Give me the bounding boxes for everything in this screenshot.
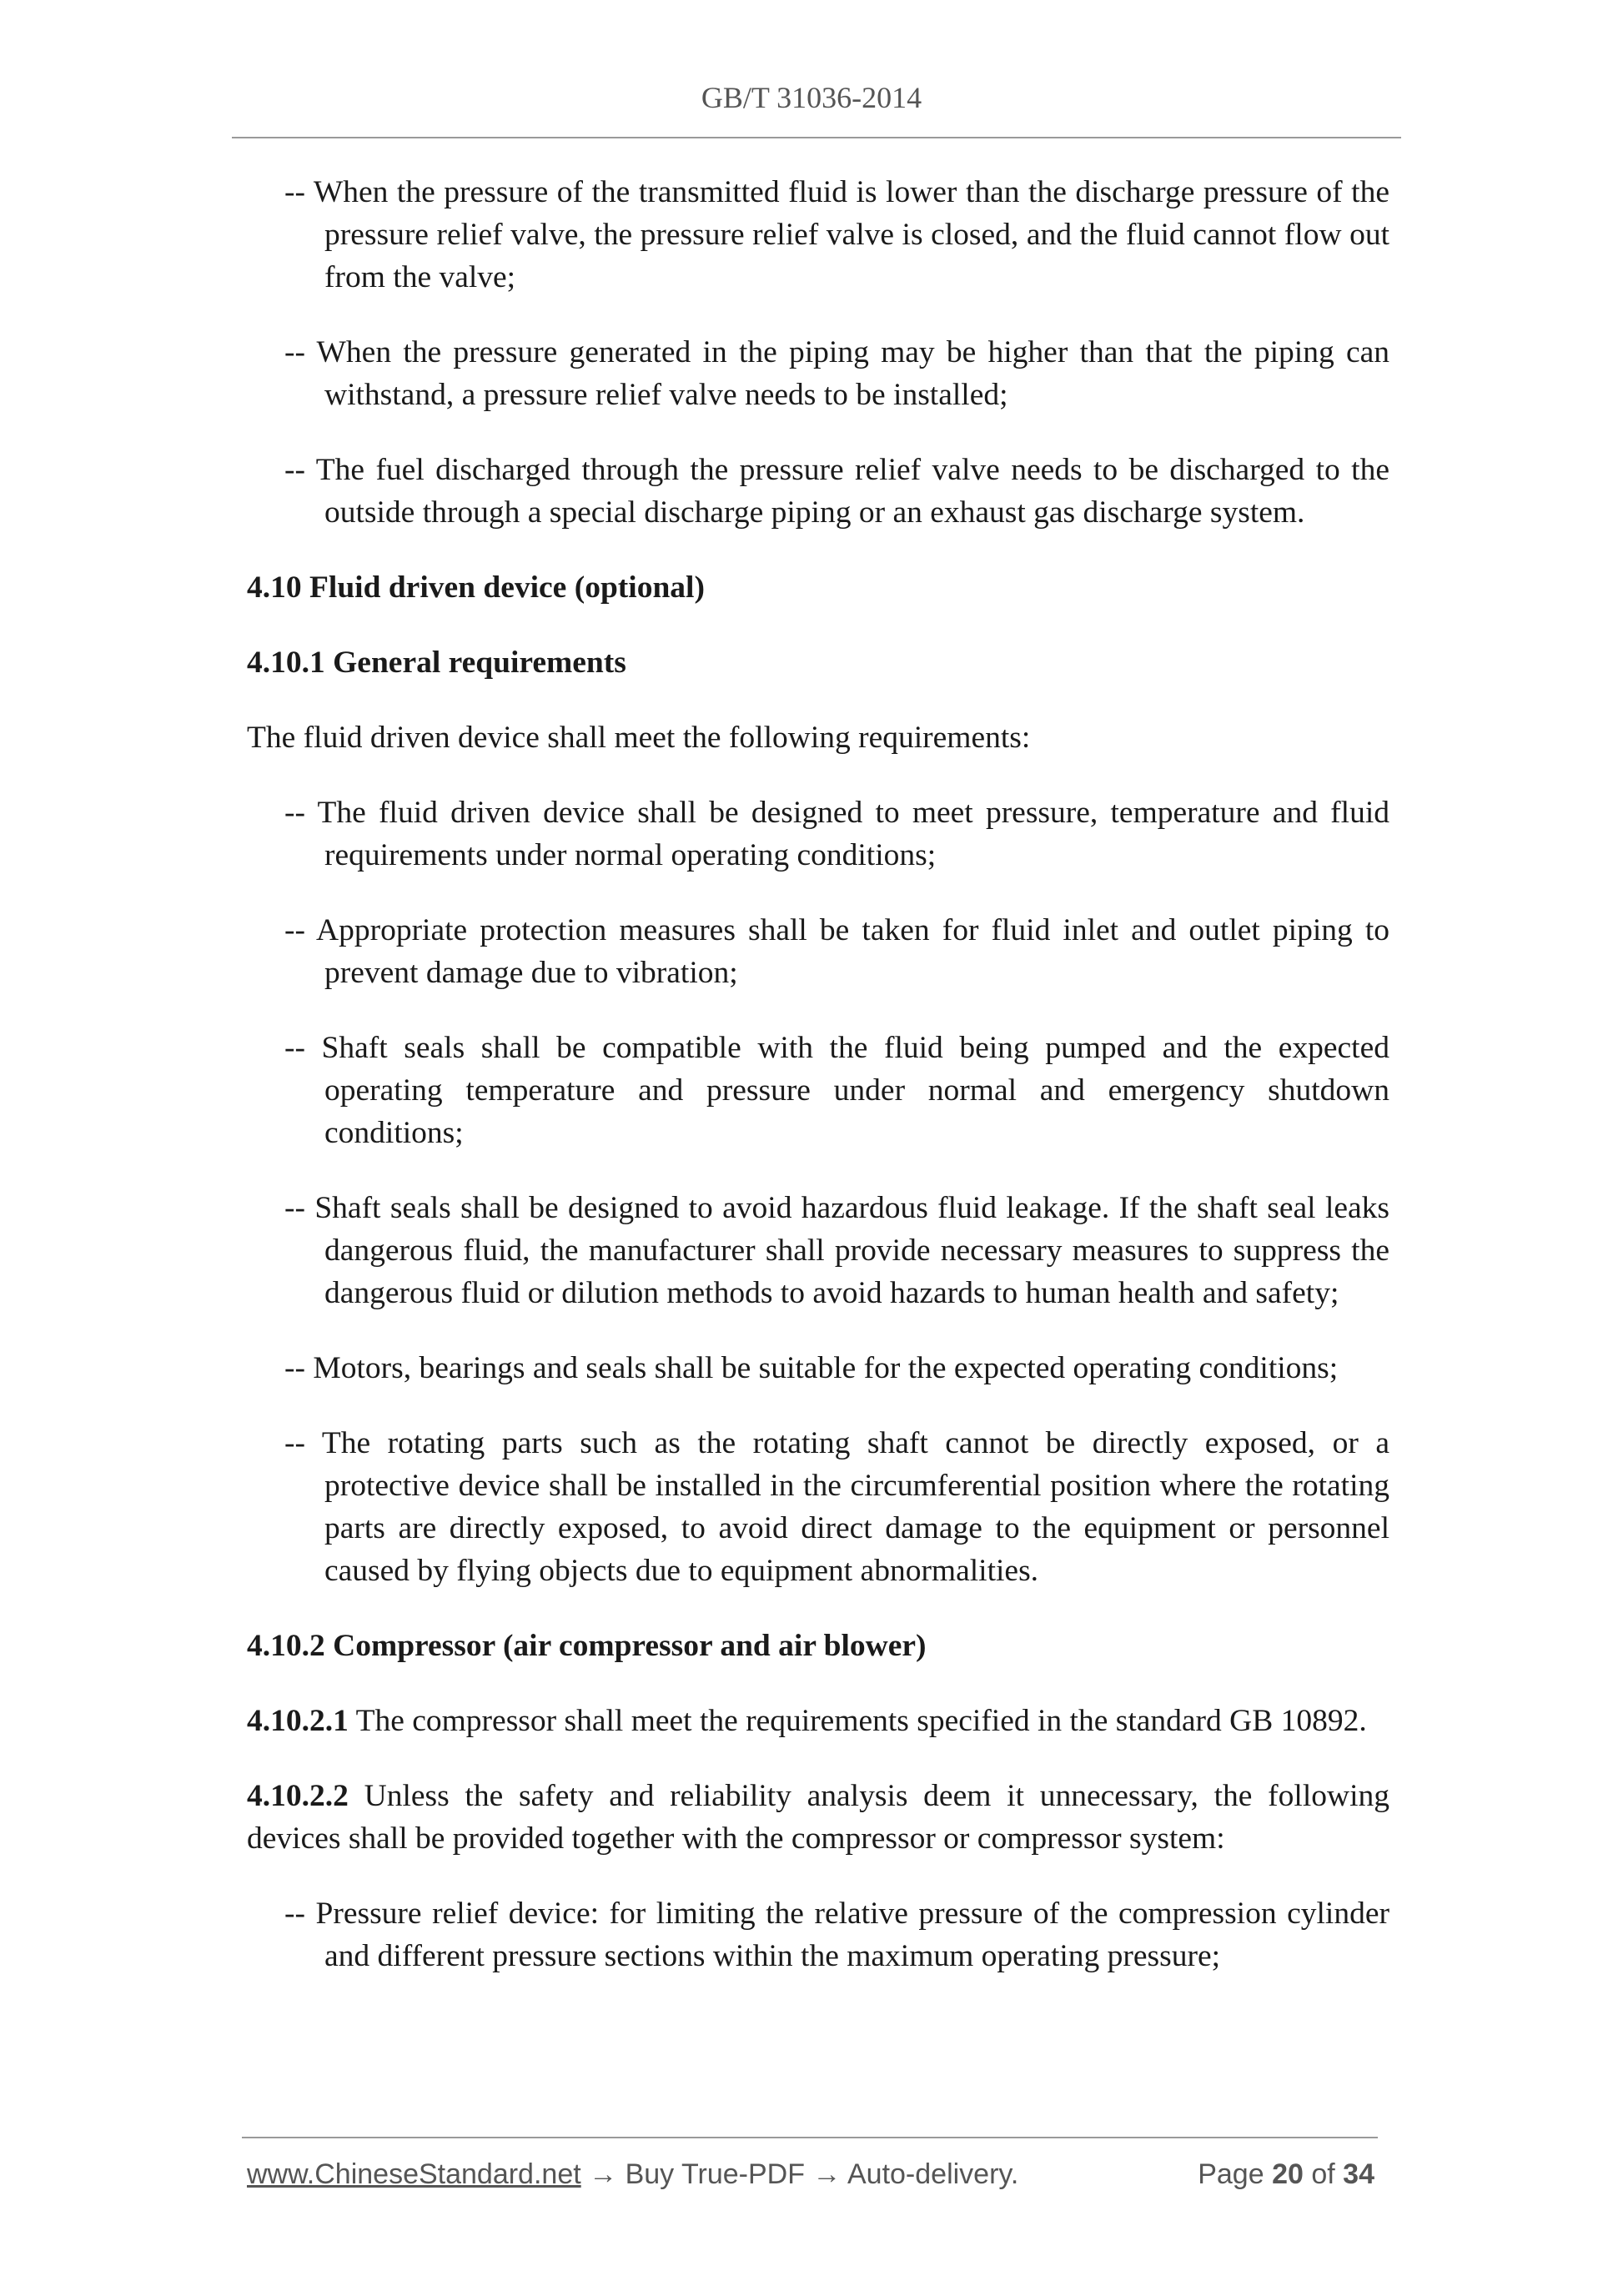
section-heading-4-10-2: 4.10.2 Compressor (air compressor and air blower): [247, 1629, 927, 1663]
website-link[interactable]: www.ChineseStandard.net: [247, 2158, 581, 2190]
list-item: -- Motors, bearings and seals shall be suitable for the expected operating conditions;: [284, 1351, 1339, 1385]
clause-text: Unless the safety and reliability analysis deem it unnecessary, the following devices shall be provided together with the compressor or compressor system:: [247, 1779, 1389, 1856]
section-heading-4-10: 4.10 Fluid driven device (optional): [247, 570, 705, 605]
list-item: -- The rotating parts such as the rotating shaft cannot be directly exposed, or a protective device shall be installed in the circumferential position where the rotating parts are directly exposed, to avoid direct damage to the equipment or personnel caused by flying objects due to equipment abnormalities.: [284, 1426, 1389, 1588]
section-heading-4-10-1: 4.10.1 General requirements: [247, 646, 626, 680]
page-counter: [1198, 2158, 1374, 2191]
list-item: -- The fluid driven device shall be designed to meet pressure, temperature and fluid requirements under normal operating conditions;: [284, 796, 1389, 872]
document-body: [247, 171, 1389, 2010]
paragraph-intro: The fluid driven device shall meet the following requirements:: [247, 721, 1031, 755]
clause-number: 4.10.2.2: [247, 1779, 349, 1813]
page-total: 34: [1343, 2158, 1374, 2190]
document-header-title: GB/T 31036-2014: [701, 81, 922, 114]
page-label: Page: [1198, 2158, 1264, 2190]
list-item: -- Shaft seals shall be designed to avoid hazardous fluid leakage. If the shaft seal leaks dangerous fluid, the manufacturer shall provide necessary measures to suppress the dangerous fluid or dilution methods to avoid hazards to human health and safety;: [284, 1191, 1389, 1310]
paragraph-4-10-2-2: [247, 1775, 1389, 1860]
clause-number: 4.10.2.1: [247, 1704, 349, 1738]
list-item: -- Appropriate protection measures shall be taken for fluid inlet and outlet piping to prevent damage due to vibration;: [284, 913, 1389, 990]
page-of-label: of: [1311, 2158, 1335, 2190]
list-item: -- When the pressure generated in the piping may be higher than that the piping can withstand, a pressure relief valve needs to be installed;: [284, 335, 1389, 412]
footer-divider: [242, 2137, 1378, 2138]
footer-tagline: → Buy True-PDF → Auto-delivery.: [580, 2158, 1019, 2190]
page-number: 20: [1272, 2158, 1304, 2190]
clause-text: The compressor shall meet the requirements specified in the standard GB 10892.: [348, 1704, 1367, 1738]
list-item: -- When the pressure of the transmitted fluid is lower than the discharge pressure of the pressure relief valve, the pressure relief valve is closed, and the fluid cannot flow out from the valve;: [284, 175, 1389, 294]
paragraph-4-10-2-1: [247, 1700, 1389, 1742]
header-divider: [232, 137, 1401, 138]
list-item: -- Pressure relief device: for limiting the relative pressure of the compression cylinder and different pressure sections within the maximum operating pressure;: [284, 1897, 1389, 1973]
list-item: -- The fuel discharged through the pressure relief valve needs to be discharged to the outside through a special discharge piping or an exhaust gas discharge system.: [284, 453, 1389, 530]
list-item: -- Shaft seals shall be compatible with the fluid being pumped and the expected operating temperature and pressure under normal and emergency shutdown conditions;: [284, 1031, 1389, 1150]
page-footer: [247, 2158, 1378, 2200]
footer-promo: [247, 2158, 1018, 2191]
